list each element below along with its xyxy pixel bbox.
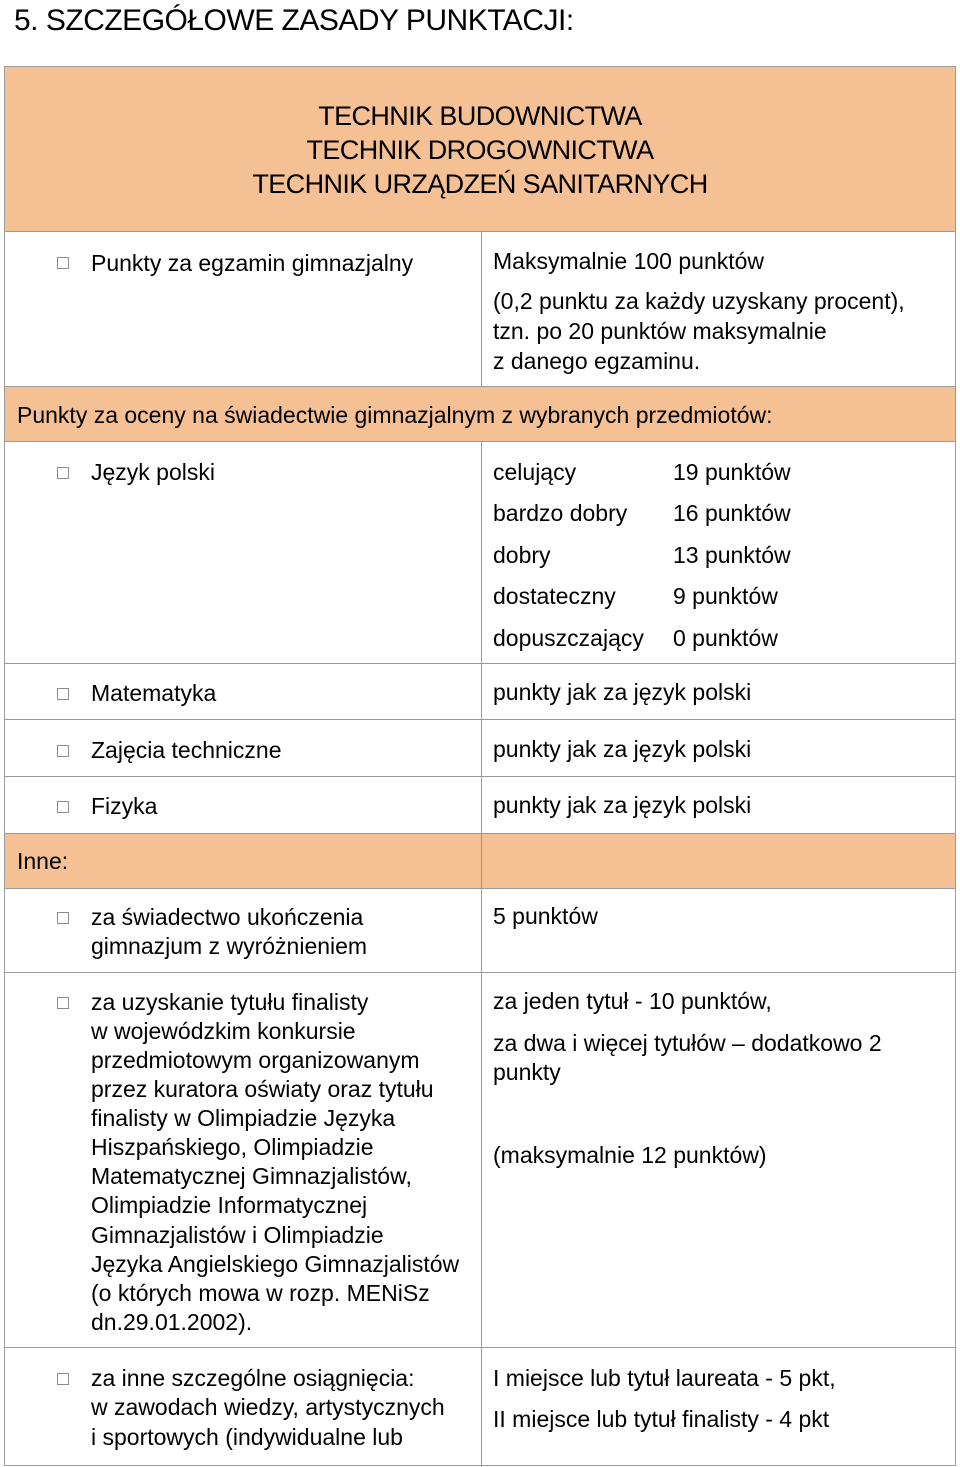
- row-divider: [5, 663, 955, 664]
- subject-physics: Fizyka: [91, 793, 158, 819]
- exam-detail-line: z danego egzaminu.: [493, 348, 701, 374]
- grade-name: dopuszczający: [493, 625, 644, 651]
- finalist-label-line: Hiszpańskiego, Olimpiadzie: [91, 1134, 374, 1160]
- scoring-table: [4, 66, 956, 1466]
- bullet-icon: [57, 257, 69, 269]
- subject-points: punkty jak za język polski: [493, 679, 752, 705]
- row-divider: [5, 888, 955, 889]
- subject-points: punkty jak za język polski: [493, 792, 752, 818]
- finalist-label-line: w wojewódzkim konkursie: [91, 1018, 356, 1044]
- special-label-line: w zawodach wiedzy, artystycznych: [91, 1394, 445, 1420]
- bullet-icon: [57, 745, 69, 757]
- grade-points: 16 punktów: [673, 500, 791, 526]
- special-points-line: II miejsce lub tytuł finalisty - 4 pkt: [493, 1406, 830, 1432]
- special-points-line: I miejsce lub tytuł laureata - 5 pkt,: [493, 1365, 836, 1391]
- profession-line: TECHNIK URZĄDZEŃ SANITARNYCH: [252, 169, 708, 199]
- row-divider: [5, 833, 955, 834]
- grade-name: bardzo dobry: [493, 500, 628, 526]
- finalist-label-line: Olimpiadzie Informatycznej: [91, 1192, 368, 1218]
- section-heading: 5. SZCZEGÓŁOWE ZASADY PUNKTACJI:: [14, 4, 574, 37]
- exam-detail-line: (0,2 punktu za każdy uzyskany procent),: [493, 288, 905, 314]
- bullet-icon: [57, 688, 69, 700]
- finalist-label-line: przedmiotowym organizowanym: [91, 1047, 420, 1073]
- honors-label-line: gimnazjum z wyróżnieniem: [91, 933, 368, 959]
- other-header: Inne:: [17, 848, 69, 874]
- bullet-icon: [57, 997, 69, 1009]
- grade-name: celujący: [493, 459, 577, 485]
- profession-line: TECHNIK BUDOWNICTWA: [318, 101, 642, 131]
- bullet-icon: [57, 1373, 69, 1385]
- exam-max-points: Maksymalnie 100 punktów: [493, 248, 765, 274]
- honors-label-line: za świadectwo ukończenia: [91, 904, 364, 930]
- finalist-label-line: (o których mowa w rozp. MENiSz: [91, 1280, 430, 1306]
- grade-points: 19 punktów: [673, 459, 791, 485]
- grades-header: Punkty za oceny na świadectwie gimnazjalnym z wybranych przedmiotów:: [17, 402, 773, 428]
- row-divider: [5, 972, 955, 973]
- finalist-label-line: dn.29.01.2002).: [91, 1309, 253, 1335]
- finalist-label-line: finalisty w Olimpiadzie Języka: [91, 1105, 396, 1131]
- bullet-icon: [57, 801, 69, 813]
- finalist-label-line: Matematycznej Gimnazjalistów,: [91, 1163, 412, 1189]
- finalist-label-line: Języka Angielskiego Gimnazjalistów: [91, 1251, 460, 1277]
- subject-technical: Zajęcia techniczne: [91, 737, 282, 763]
- finalist-label-line: za uzyskanie tytułu finalisty: [91, 989, 369, 1015]
- row-divider: [5, 441, 955, 442]
- row-divider: [5, 1347, 955, 1348]
- finalist-points-more: punkty: [493, 1059, 561, 1085]
- finalist-points-more: za dwa i więcej tytułów – dodatkowo 2: [493, 1030, 882, 1056]
- grade-points: 13 punktów: [673, 542, 791, 568]
- other-header-cell: [5, 833, 955, 888]
- bullet-icon: [57, 467, 69, 479]
- grade-points: 0 punktów: [673, 625, 778, 651]
- exam-label: Punkty za egzamin gimnazjalny: [91, 250, 414, 276]
- honors-points: 5 punktów: [493, 903, 598, 929]
- column-divider: [481, 441, 482, 1467]
- bullet-icon: [57, 912, 69, 924]
- finalist-points-one: za jeden tytuł - 10 punktów,: [493, 988, 772, 1014]
- exam-detail-line: tzn. po 20 punktów maksymalnie: [493, 318, 827, 344]
- finalist-points-max: (maksymalnie 12 punktów): [493, 1142, 767, 1168]
- subject-polish: Język polski: [91, 459, 215, 485]
- grade-name: dostateczny: [493, 583, 616, 609]
- grade-points: 9 punktów: [673, 583, 778, 609]
- row-divider: [5, 719, 955, 720]
- special-label-line: za inne szczególne osiągnięcia:: [91, 1365, 415, 1391]
- row-divider: [5, 776, 955, 777]
- subject-points: punkty jak za język polski: [493, 736, 752, 762]
- grade-name: dobry: [493, 542, 551, 568]
- professions-title: [5, 99, 955, 201]
- finalist-label-line: przez kuratora oświaty oraz tytułu: [91, 1076, 434, 1102]
- finalist-label-line: Gimnazjalistów i Olimpiadzie: [91, 1222, 384, 1248]
- subject-math: Matematyka: [91, 680, 217, 706]
- row-divider: [5, 386, 955, 387]
- special-label-line: i sportowych (indywidualne lub: [91, 1424, 403, 1450]
- profession-line: TECHNIK DROGOWNICTWA: [306, 135, 654, 165]
- column-divider: [481, 231, 482, 386]
- row-divider: [5, 231, 955, 232]
